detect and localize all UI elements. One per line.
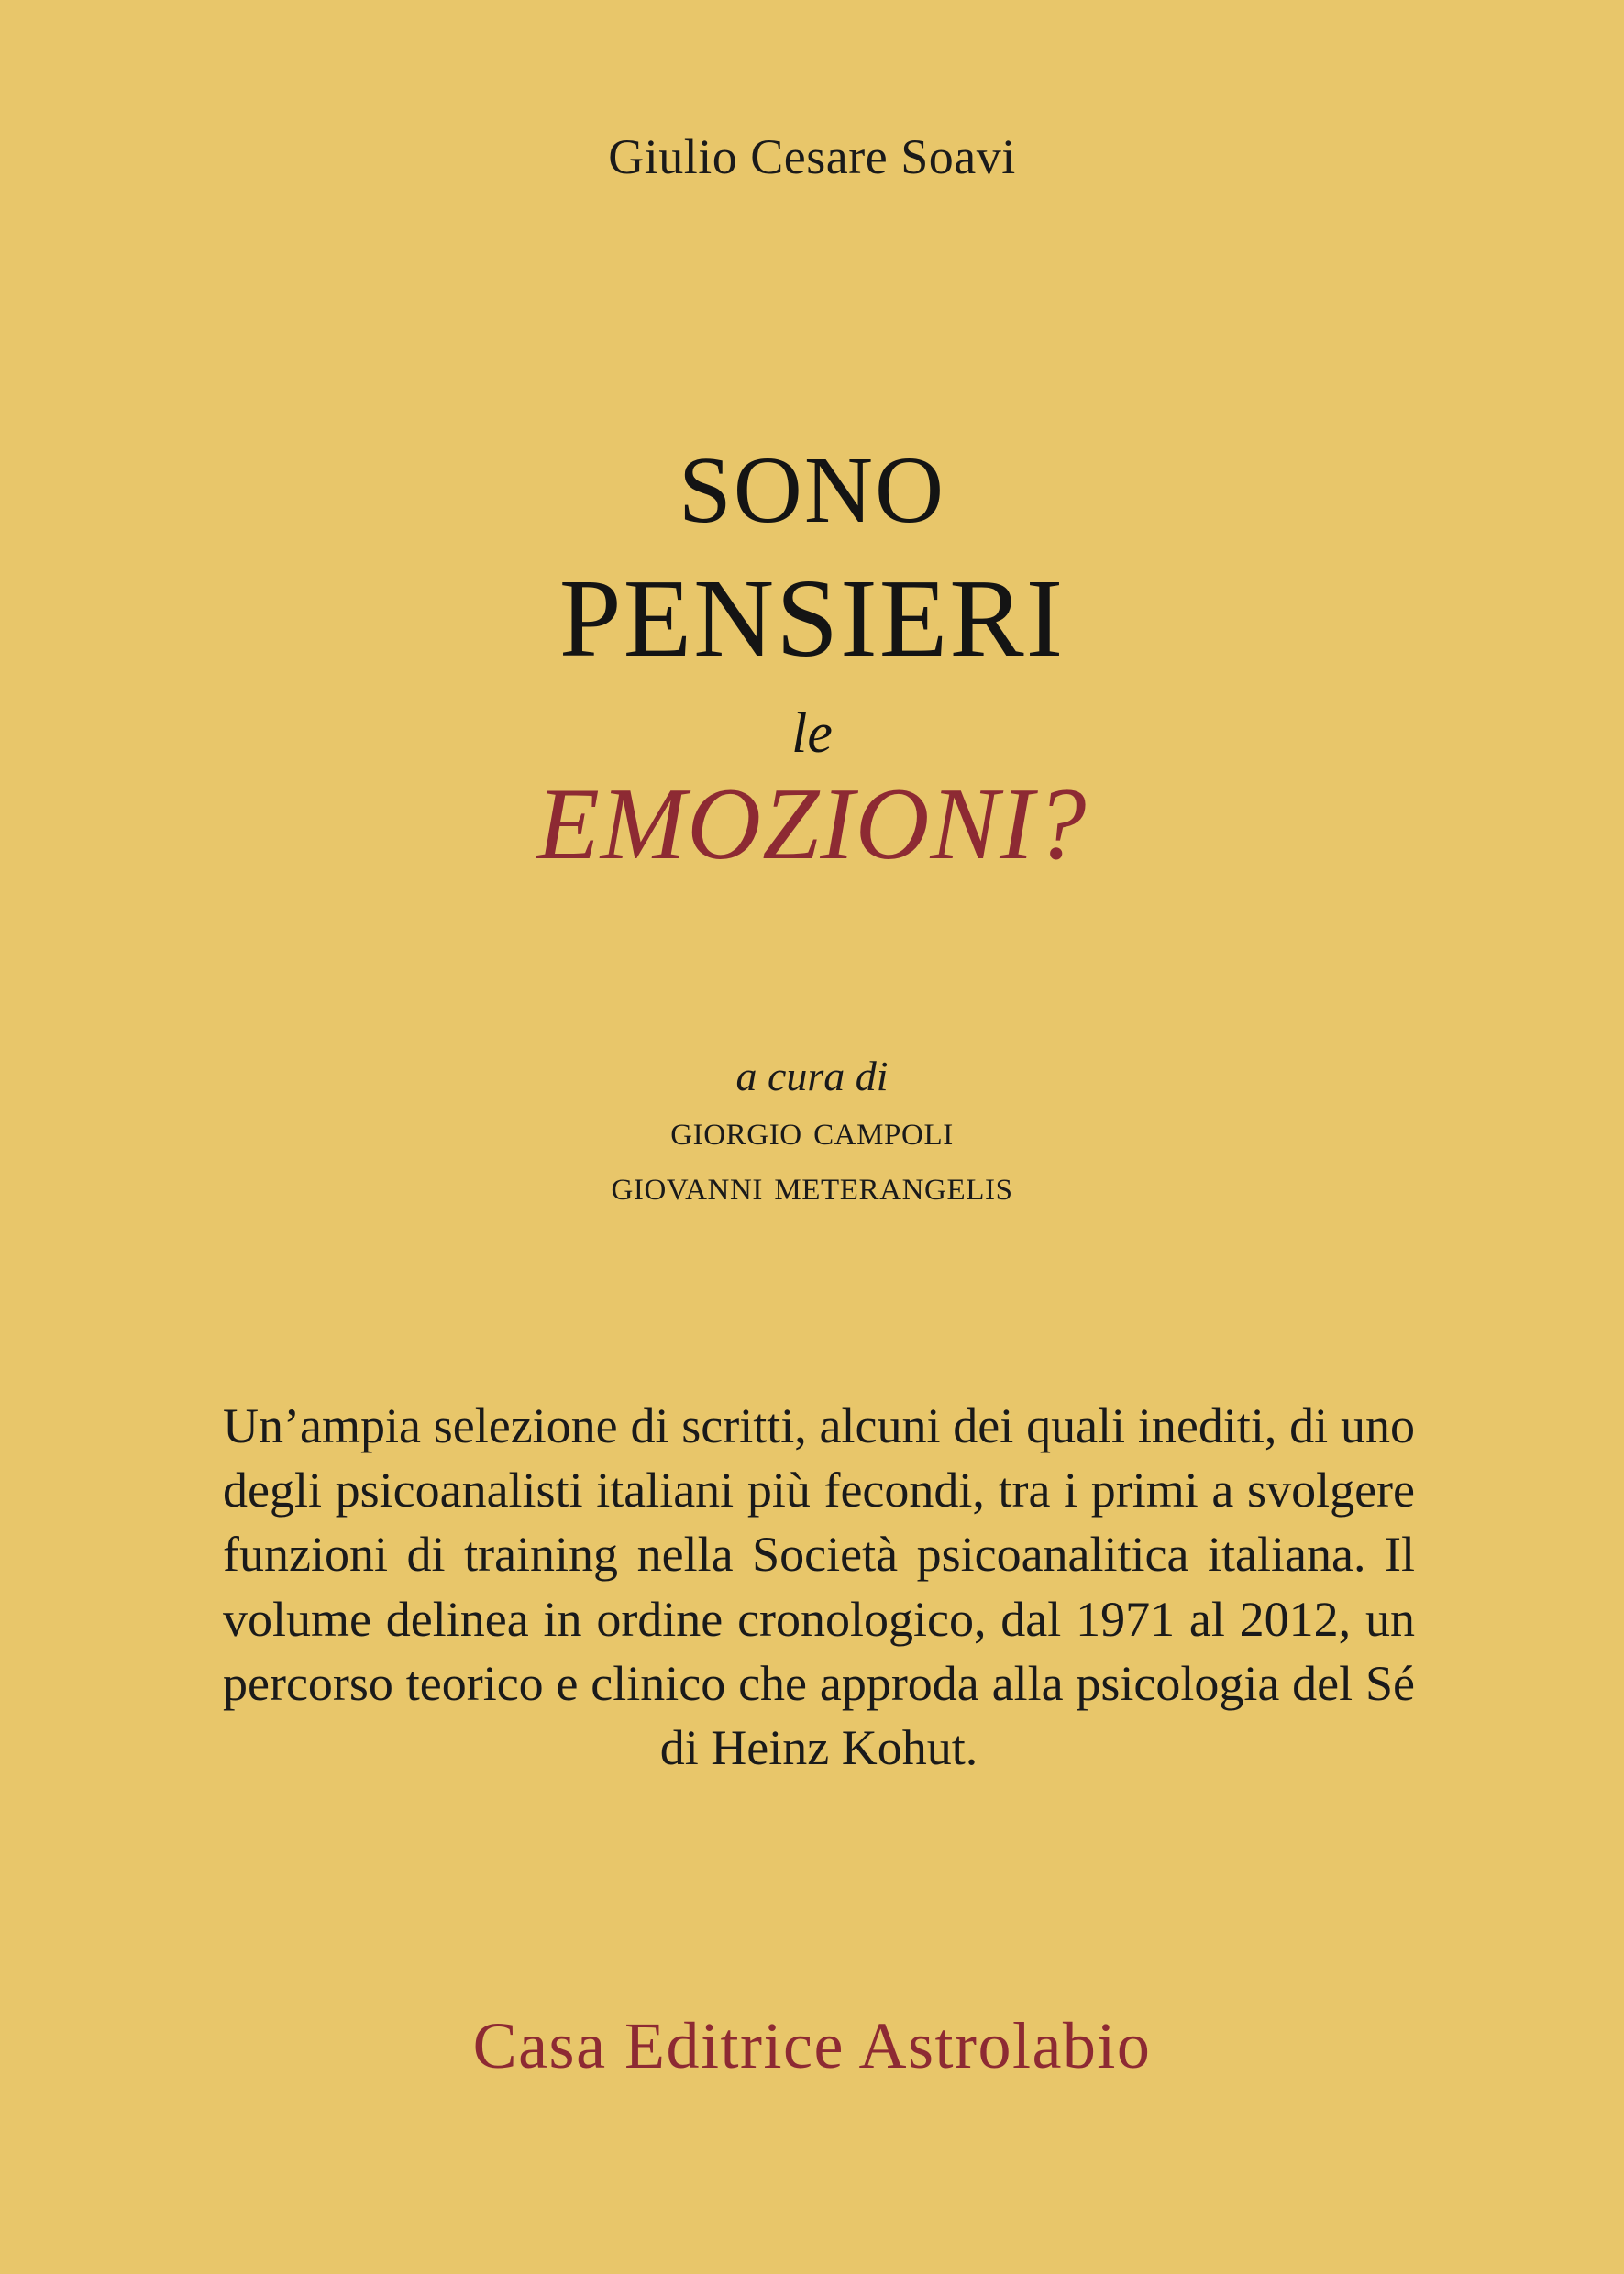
cover-blurb: Un’ampia selezione di scritti, alcuni dei quali inediti, di uno degli psicoanalisti italiani più fecondi, tra i primi a svolgere funzioni di training nella Società psicoanalitica italiana. Il volume delinea in ordine cronologico, dal 1971 al 2012, un percorso teorico e clinico che approda alla psicologia del Sé di Heinz Kohut. [223, 1398, 1415, 1775]
title-line-1: SONO [678, 437, 946, 543]
publisher-name: Casa Editrice Astrolabio [472, 2009, 1152, 2082]
editors-block [0, 1050, 1624, 1213]
editor-name-2: giovanni meterangelis [611, 1161, 1013, 1209]
editors-prefix: a cura di [735, 1053, 889, 1099]
author-name: Giulio Cesare Soavi [608, 129, 1016, 184]
title-line-3: EMOZIONI? [536, 767, 1088, 881]
editor-name-1: giorgio campoli [670, 1106, 954, 1154]
title-connector: le [791, 701, 833, 765]
title-block [0, 437, 1624, 881]
title-line-2: PENSIERI [558, 557, 1066, 681]
